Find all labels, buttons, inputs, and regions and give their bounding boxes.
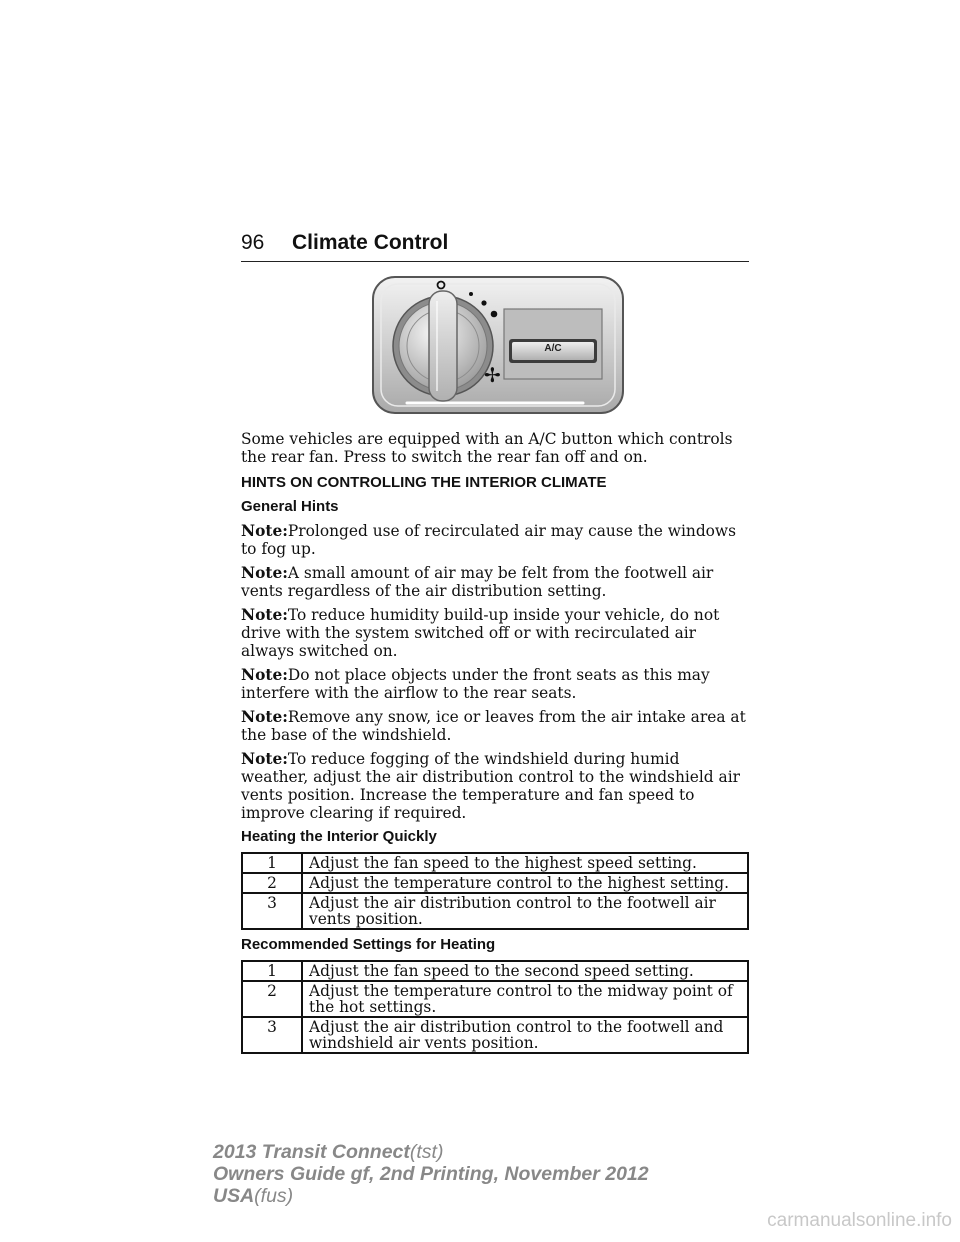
section-title: Climate Control bbox=[292, 231, 449, 254]
step-text: Adjust the fan speed to the highest speed setting. bbox=[302, 853, 748, 873]
note bbox=[241, 522, 749, 558]
general-hints-heading: General Hints bbox=[241, 498, 339, 515]
footer-market: USA bbox=[213, 1185, 255, 1207]
step-text: Adjust the temperature control to the highest setting. bbox=[302, 873, 748, 893]
footer-market-code: (fus) bbox=[254, 1185, 294, 1207]
footer-model: 2013 Transit Connect bbox=[213, 1141, 410, 1163]
footer-line bbox=[213, 1141, 649, 1163]
heating-quickly-heading: Heating the Interior Quickly bbox=[241, 828, 437, 845]
note-text: Prolonged use of recirculated air may cause the windows to fog up. bbox=[241, 522, 737, 558]
fan-icon: ✢ bbox=[484, 363, 501, 387]
footer-line bbox=[213, 1185, 649, 1207]
step-number: 1 bbox=[242, 853, 302, 873]
intro-paragraph: Some vehicles are equipped with an A/C button which controls the rear fan. Press to switch the rear fan off and on. bbox=[241, 430, 733, 466]
table-row bbox=[242, 981, 748, 1017]
note-label: Note: bbox=[241, 708, 288, 726]
hints-heading: HINTS ON CONTROLLING THE INTERIOR CLIMATE bbox=[241, 474, 607, 491]
page-body bbox=[241, 430, 749, 1060]
step-text: Adjust the fan speed to the second speed setting. bbox=[302, 961, 748, 981]
step-number: 1 bbox=[242, 961, 302, 981]
table-row bbox=[242, 873, 748, 893]
watermark: carmanualsonline.info bbox=[767, 1210, 952, 1231]
note bbox=[241, 606, 749, 660]
page-number: 96 bbox=[241, 231, 265, 254]
table-row bbox=[242, 961, 748, 981]
footer-line bbox=[213, 1163, 649, 1185]
note-text: A small amount of air may be felt from the footwell air vents regardless of the air distribution setting. bbox=[241, 564, 714, 600]
step-text: Adjust the air distribution control to the footwell air vents position. bbox=[302, 893, 748, 929]
note-text: Remove any snow, ice or leaves from the air intake area at the base of the windshield. bbox=[241, 708, 746, 744]
note-label: Note: bbox=[241, 750, 288, 768]
step-number: 2 bbox=[242, 981, 302, 1017]
page-header bbox=[241, 229, 749, 262]
note bbox=[241, 666, 749, 702]
note bbox=[241, 750, 749, 822]
note-label: Note: bbox=[241, 666, 288, 684]
note-label: Note: bbox=[241, 606, 288, 624]
footer-edition: Owners Guide gf, 2nd Printing, November 2012 bbox=[213, 1163, 649, 1185]
recommended-heating-table bbox=[241, 960, 749, 1054]
footer-code: (tst) bbox=[409, 1141, 444, 1163]
note-text: Do not place objects under the front seats as this may interfere with the airflow to the rear seats. bbox=[241, 666, 710, 702]
table-row bbox=[242, 853, 748, 873]
ac-button-label: A/C bbox=[544, 343, 562, 354]
note-label: Note: bbox=[241, 522, 288, 540]
note bbox=[241, 564, 749, 600]
step-text: Adjust the air distribution control to the footwell and windshield air vents position. bbox=[302, 1017, 748, 1053]
heating-quickly-table bbox=[241, 852, 749, 930]
fan-control-figure bbox=[371, 271, 627, 417]
note-text: To reduce humidity build-up inside your vehicle, do not drive with the system switched off or with recirculated air always switched on. bbox=[241, 606, 720, 660]
step-number: 3 bbox=[242, 1017, 302, 1053]
table-row bbox=[242, 1017, 748, 1053]
document-footer bbox=[213, 1141, 649, 1207]
note bbox=[241, 708, 749, 744]
table-row bbox=[242, 893, 748, 929]
note-label: Note: bbox=[241, 564, 288, 582]
recommended-heating-heading: Recommended Settings for Heating bbox=[241, 936, 496, 953]
note-text: To reduce fogging of the windshield during humid weather, adjust the air distribution control to the windshield air vents position. Increase the temperature and fan speed to improve clearing if required. bbox=[241, 750, 741, 822]
step-number: 2 bbox=[242, 873, 302, 893]
step-text: Adjust the temperature control to the midway point of the hot settings. bbox=[302, 981, 748, 1017]
step-number: 3 bbox=[242, 893, 302, 929]
